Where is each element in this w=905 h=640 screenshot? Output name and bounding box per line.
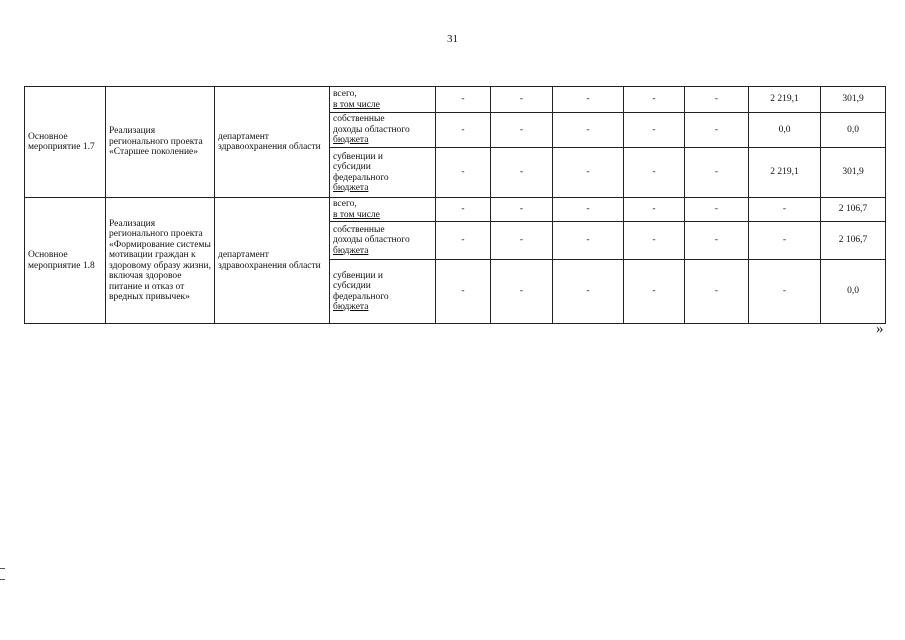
value-cell: 301,9 (821, 148, 886, 198)
funding-source-line: в том числе (333, 209, 380, 220)
value-cell: 0,0 (821, 260, 886, 324)
value-cell: - (491, 222, 553, 260)
value-cell: 2 219,1 (749, 87, 821, 113)
value-cell: - (553, 87, 624, 113)
margin-mark (0, 568, 5, 569)
value-cell: - (436, 148, 491, 198)
funding-source-line: доходы областного (333, 235, 410, 246)
funding-source-line: доходы областного (333, 124, 410, 135)
event-title-cell: Реализация регионального проекта «Формирование системы мотивации граждан к здоровому образу жизни, включая здоровое питание и отказ от вредных привычек» (106, 198, 215, 324)
value-cell: - (436, 222, 491, 260)
value-cell: - (624, 148, 685, 198)
value-cell: - (624, 87, 685, 113)
funding-source-line: бюджета (333, 302, 369, 312)
value-cell: - (624, 222, 685, 260)
event-title-cell: Реализация регионального проекта «Старшее поколение» (106, 87, 215, 198)
value-cell: - (624, 113, 685, 148)
value-cell: 2 106,7 (821, 222, 886, 260)
value-cell: - (685, 260, 749, 324)
value-cell: - (491, 260, 553, 324)
value-cell: - (491, 198, 553, 222)
value-cell: - (553, 222, 624, 260)
value-cell: - (749, 260, 821, 324)
event-name-cell: Основное мероприятие 1.8 (25, 198, 106, 324)
funding-source-line: собственные (333, 114, 385, 125)
table-row (25, 87, 886, 113)
closing-quote-mark: » (876, 321, 884, 337)
value-cell: 2 219,1 (749, 148, 821, 198)
value-cell: - (491, 148, 553, 198)
funding-source-cell (330, 148, 436, 198)
funding-source-line: субсидии (333, 162, 371, 172)
funding-source-line: бюджета (333, 135, 369, 146)
value-cell: - (624, 198, 685, 222)
table-row (25, 198, 886, 222)
value-cell: 0,0 (821, 113, 886, 148)
department-cell: департамент здравоохранения области (215, 198, 330, 324)
value-cell: - (749, 222, 821, 260)
value-cell: - (553, 148, 624, 198)
value-cell: - (436, 260, 491, 324)
funding-source-line: собственные (333, 224, 385, 235)
value-cell: - (553, 113, 624, 148)
funding-source-line: бюджета (333, 245, 369, 256)
value-cell: - (685, 148, 749, 198)
event-name-cell: Основное мероприятие 1.7 (25, 87, 106, 198)
funding-source-line: федерального (333, 291, 389, 302)
page-number: 31 (447, 33, 458, 45)
value-cell: - (685, 87, 749, 113)
funding-source-line: бюджета (333, 183, 369, 193)
department-cell: департамент здравоохранения области (215, 87, 330, 198)
value-cell: 301,9 (821, 87, 886, 113)
value-cell: - (553, 260, 624, 324)
value-cell: - (624, 260, 685, 324)
funding-source-line: федерального (333, 172, 389, 183)
funding-source-cell (330, 260, 436, 324)
funding-source-line: всего, (333, 89, 357, 99)
value-cell: - (749, 198, 821, 222)
value-cell: - (491, 87, 553, 113)
funding-source-cell (330, 198, 436, 222)
value-cell: 0,0 (749, 113, 821, 148)
value-cell: - (685, 198, 749, 222)
budget-table (24, 86, 886, 324)
value-cell: - (436, 87, 491, 113)
value-cell: - (436, 113, 491, 148)
funding-source-line: в том числе (333, 99, 380, 110)
value-cell: - (436, 198, 491, 222)
funding-source-line: субвенции и (333, 151, 383, 162)
funding-source-line: всего, (333, 199, 357, 209)
funding-source-cell (330, 87, 436, 113)
value-cell: - (553, 198, 624, 222)
margin-mark (0, 579, 5, 580)
funding-source-line: субвенции и (333, 270, 383, 281)
value-cell: - (685, 222, 749, 260)
value-cell: - (685, 113, 749, 148)
funding-source-cell (330, 222, 436, 260)
funding-source-line: субсидии (333, 281, 371, 291)
value-cell: - (491, 113, 553, 148)
funding-source-cell (330, 113, 436, 148)
value-cell: 2 106,7 (821, 198, 886, 222)
